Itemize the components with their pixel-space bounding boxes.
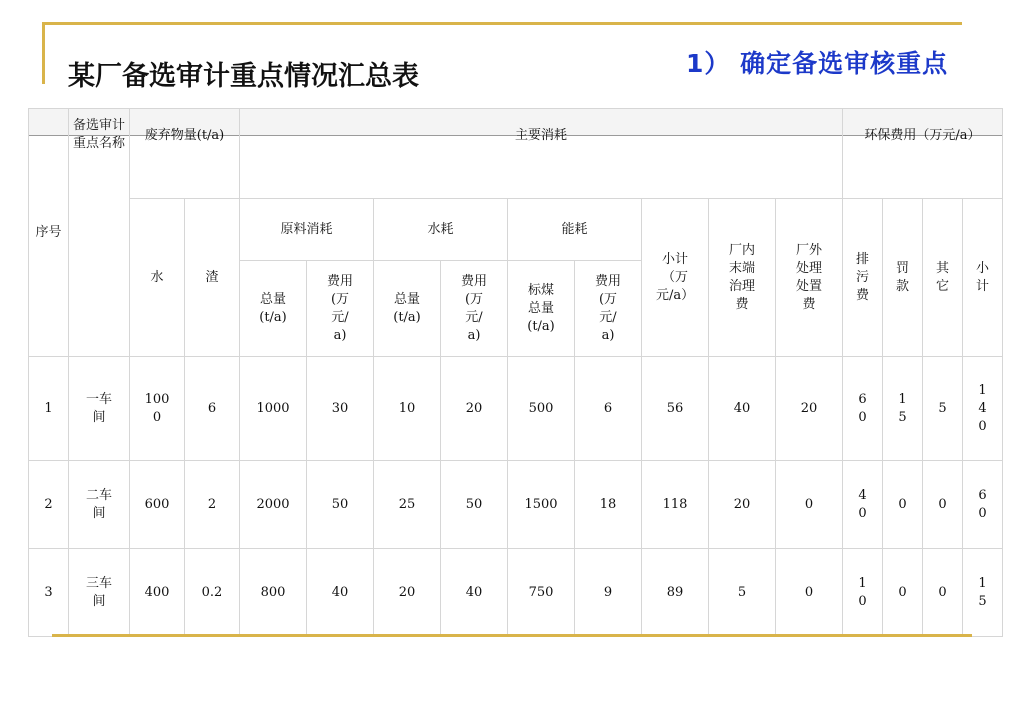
table-row	[29, 357, 1003, 461]
cell-water-cost: 20	[441, 357, 508, 461]
cell-coal-total: 500	[508, 357, 575, 461]
cell-fine: 0	[883, 549, 923, 637]
cell-slag: 2	[185, 461, 240, 549]
header-env-subtotal: 小计	[963, 199, 1003, 357]
header-discharge-fee: 排污费	[843, 199, 883, 357]
header-water-cost: 费用(万元/a)	[441, 261, 508, 357]
cell-energy-cost: 6	[575, 357, 642, 461]
cell-subtotal: 56	[642, 357, 709, 461]
cell-raw-total: 1000	[240, 357, 307, 461]
cell-fine: 15	[883, 357, 923, 461]
cell-raw-cost: 30	[307, 357, 374, 461]
header-env-cost: 环保费用（万元/a）	[843, 109, 1003, 199]
cell-slag: 6	[185, 357, 240, 461]
cell-water-cost: 40	[441, 549, 508, 637]
cell-waste-water: 600	[130, 461, 185, 549]
header-water-use: 水耗	[374, 199, 508, 261]
cell-other: 0	[923, 549, 963, 637]
section-heading: 1） 确定备选审核重点	[686, 49, 949, 78]
cell-subtotal: 118	[642, 461, 709, 549]
cell-offsite: 20	[776, 357, 843, 461]
cell-seq: 3	[29, 549, 69, 637]
cell-offsite: 0	[776, 549, 843, 637]
cell-discharge: 10	[843, 549, 883, 637]
cell-seq: 1	[29, 357, 69, 461]
cell-offsite: 0	[776, 461, 843, 549]
cell-name: 三车间	[69, 549, 130, 637]
cell-raw-cost: 50	[307, 461, 374, 549]
cell-raw-total: 800	[240, 549, 307, 637]
summary-table	[28, 108, 1003, 637]
cell-energy-cost: 18	[575, 461, 642, 549]
header-main-consumption: 主要消耗	[240, 109, 843, 199]
bottom-decor-line	[52, 634, 972, 637]
cell-raw-cost: 40	[307, 549, 374, 637]
cell-discharge: 60	[843, 357, 883, 461]
header-slag: 渣	[185, 199, 240, 357]
header-raw-cost: 费用(万元/a)	[307, 261, 374, 357]
header-other: 其它	[923, 199, 963, 357]
cell-env-subtotal: 15	[963, 549, 1003, 637]
cell-slag: 0.2	[185, 549, 240, 637]
cell-water-total: 25	[374, 461, 441, 549]
cell-waste-water: 1000	[130, 357, 185, 461]
header-name: 备选审计重点名称	[69, 109, 130, 357]
page-title: 某厂备选审计重点情况汇总表	[68, 61, 419, 92]
cell-inplant: 40	[709, 357, 776, 461]
header-raw-material: 原料消耗	[240, 199, 374, 261]
cell-seq: 2	[29, 461, 69, 549]
cell-coal-total: 750	[508, 549, 575, 637]
header-coal-total: 标煤总量(t/a)	[508, 261, 575, 357]
header-consumption-subtotal: 小计（万元/a）	[642, 199, 709, 357]
header-seq: 序号	[29, 109, 69, 357]
table-row	[29, 549, 1003, 637]
cell-subtotal: 89	[642, 549, 709, 637]
header-fine: 罚款	[883, 199, 923, 357]
header-offsite-treatment: 厂外处理处置费	[776, 199, 843, 357]
cell-water-total: 10	[374, 357, 441, 461]
header-energy-cost: 费用(万元/a)	[575, 261, 642, 357]
cell-name: 二车间	[69, 461, 130, 549]
header-raw-total: 总量(t/a)	[240, 261, 307, 357]
cell-water-cost: 50	[441, 461, 508, 549]
top-decor-line	[42, 22, 962, 25]
cell-inplant: 5	[709, 549, 776, 637]
cell-env-subtotal: 140	[963, 357, 1003, 461]
left-decor-line	[42, 22, 45, 84]
header-water-waste: 水	[130, 199, 185, 357]
cell-env-subtotal: 60	[963, 461, 1003, 549]
cell-other: 0	[923, 461, 963, 549]
cell-coal-total: 1500	[508, 461, 575, 549]
header-energy: 能耗	[508, 199, 642, 261]
header-water-total: 总量(t/a)	[374, 261, 441, 357]
header-inplant-treatment: 厂内末端治理费	[709, 199, 776, 357]
cell-inplant: 20	[709, 461, 776, 549]
cell-discharge: 40	[843, 461, 883, 549]
cell-fine: 0	[883, 461, 923, 549]
cell-waste-water: 400	[130, 549, 185, 637]
cell-name: 一车间	[69, 357, 130, 461]
cell-raw-total: 2000	[240, 461, 307, 549]
cell-water-total: 20	[374, 549, 441, 637]
header-waste: 废弃物量(t/a)	[130, 109, 240, 199]
cell-other: 5	[923, 357, 963, 461]
cell-energy-cost: 9	[575, 549, 642, 637]
table-row	[29, 461, 1003, 549]
